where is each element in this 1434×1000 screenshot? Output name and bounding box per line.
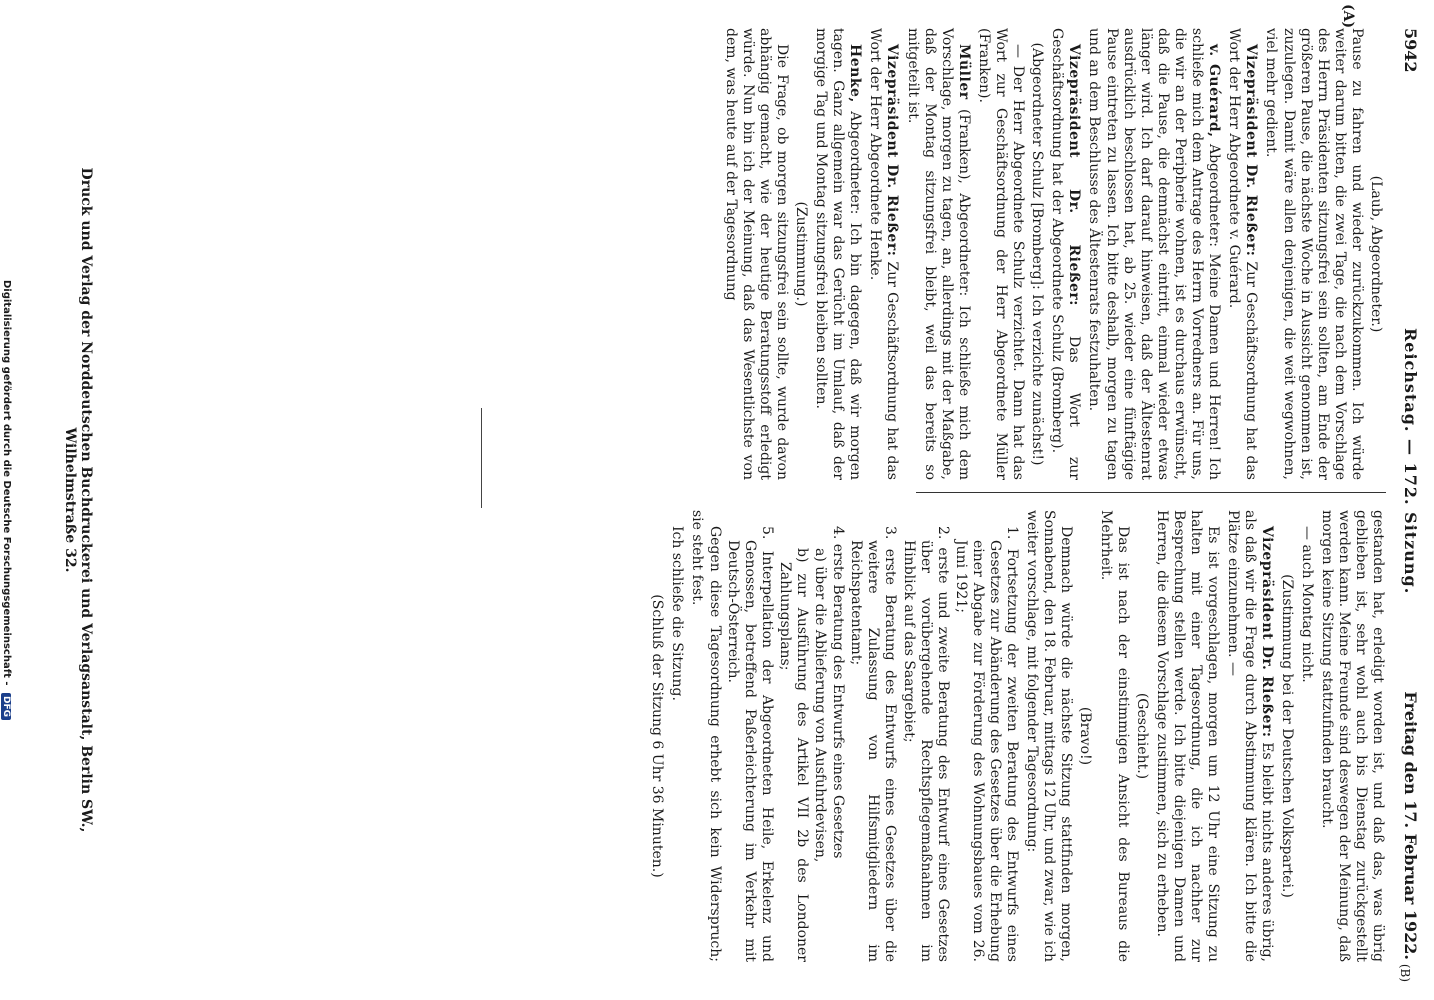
column-divider bbox=[916, 492, 1386, 493]
paragraph bbox=[866, 28, 900, 480]
paragraph-text: Es bleibt nichts anderes übrig, als daß wir die Frage durch Abstimmung klären. Ich bitte die Plätze einzunehmen. — bbox=[1225, 510, 1276, 962]
paragraph-text: (Geschieht.) bbox=[1133, 692, 1150, 780]
page-header bbox=[1396, 28, 1420, 982]
paragraph bbox=[1085, 28, 1222, 480]
paragraph bbox=[688, 510, 722, 962]
agenda-item bbox=[829, 510, 846, 962]
interjection bbox=[1133, 510, 1150, 962]
printer-imprint: Druck und Verlag der Norddeutschen Buchdruckerei und Verlagsanstalt, Berlin SW., Wilhelmstraße 32. bbox=[62, 167, 94, 833]
paragraph bbox=[975, 28, 1026, 480]
paragraph bbox=[668, 510, 685, 962]
paragraph-text: Demnach würde die nächste Sitzung stattfinden morgen, Sonnabend, den 18. Februar, mittags 12 Uhr, und zwar, wie ich weiter vorschlage, mit folgender Tagesordnung: bbox=[1024, 510, 1075, 962]
paragraph-text: (Zustimmung.) bbox=[793, 201, 809, 307]
paragraph-text: (Franken), Abgeordneter: Ich schließe mich dem Vorschlage, morgen zu tagen, an, allerdings mit der Maßgabe, daß der Montag sitzungsfrei bleibt, weil das bereits so mitgeteilt ist. bbox=[904, 28, 972, 480]
interjection bbox=[648, 510, 665, 962]
paragraph bbox=[1298, 510, 1315, 962]
paragraph-text: Ich schließe die Sitzung. bbox=[669, 526, 686, 701]
paragraph bbox=[1318, 510, 1386, 962]
paragraph-text: (Abgeordneter Schulz [Bromberg]: Ich verzichte zunächst!) bbox=[1029, 42, 1046, 466]
paragraph-text: 3. erste Beratung des Entwurfs eines Gesetzes über die weitere Zulassung von Hilfsmitgliedern im Reichspatentamt; bbox=[848, 526, 899, 962]
agenda-subitem bbox=[776, 510, 810, 962]
paragraph-text: — auch Montag nicht. bbox=[1298, 526, 1315, 683]
paragraph bbox=[1097, 510, 1131, 962]
paragraph-text: gestanden hat, erledigt worden ist, und daß das, was übrig geblieben ist, sehr wohl auch bis Dienstag zurückgestellt werden kann. Meine Freunde sind deswegen der Meinung, daß morgen keine Sitzung stattzufinden braucht. bbox=[1318, 510, 1386, 962]
paragraph-text: (Bravo!) bbox=[1077, 706, 1094, 766]
agenda-subitem bbox=[811, 510, 828, 962]
paragraph bbox=[722, 28, 790, 480]
paragraph-text: 2. erste und zweite Beratung des Entwurf eines Gesetzes über vorübergehende Rechtspflegemaßnahmen im Hinblick auf das Saargebiet; bbox=[900, 526, 951, 962]
paragraph-text: Gegen diese Tagesordnung erhebt sich kein Widerspruch; sie steht fest. bbox=[689, 510, 723, 962]
digitization-footer bbox=[1, 0, 12, 1000]
interjection bbox=[1367, 28, 1384, 480]
session-date: Freitag den 17. Februar 1922. bbox=[1401, 691, 1420, 960]
interjection bbox=[792, 28, 809, 480]
agenda-item bbox=[847, 510, 898, 962]
paragraph-text: 1. Fortsetzung der zweiten Beratung des Entwurfs eines Gesetzes zur Abänderung des Gesetzes über die Erhebung einer Abgabe zur Förderung des Wohnungsbaues vom 26. Juni 1921; bbox=[952, 526, 1021, 962]
session-title: Reichstag. — 172. Sitzung. bbox=[1401, 328, 1420, 595]
paragraph-text: Abgeordneter: Meine Damen und Herren! Ich schließe mich dem Antrage des Herrn Vorredners an. Für uns, die wir an der Peripherie wohnen, ist es durchaus erwünscht, daß die Pause, die demnächst eintritt, einmal wieder etwas länger wird. Ich darf darauf hinweisen, daß der Ältestenrat ausdrücklich beschlossen hat, ab 25. wieder eine fünftägige Pause eintreten zu lassen. Ich bitte deshalb, morgen zu tagen und an dem Beschlusse des Ältestenrats festzuhalten. bbox=[1086, 28, 1223, 480]
speaker-name: Müller bbox=[955, 44, 972, 100]
speaker-name: Vizepräsident Dr. Rießer: bbox=[1243, 44, 1260, 257]
paragraph-text: (Schluß der Sitzung 6 Uhr 36 Minuten.) bbox=[649, 594, 666, 878]
paragraph bbox=[1048, 28, 1082, 480]
interjection bbox=[1076, 510, 1093, 962]
right-text-column bbox=[646, 510, 1386, 962]
speaker-name: Henke, bbox=[847, 44, 864, 103]
margin-mark-b: (B) bbox=[1398, 963, 1412, 982]
short-rule bbox=[481, 408, 482, 508]
paragraph-text: 4. erste Beratung des Entwurfs eines Gesetzes bbox=[830, 526, 847, 859]
paragraph-text: (Zustimmung bei der Deutschen Volkspartei.) bbox=[1278, 574, 1295, 898]
paragraph bbox=[812, 28, 863, 480]
paragraph-text: Das ist nach der einstimmigen Ansicht des Bureaus die Mehrheit. bbox=[1097, 510, 1131, 962]
speaker-name: v. Guérard, bbox=[1206, 44, 1223, 138]
margin-mark-a: (A) bbox=[1340, 4, 1356, 29]
paragraph bbox=[1224, 510, 1275, 962]
interjection bbox=[1277, 510, 1294, 962]
speaker-name: Vizepräsident Dr. Rießer: bbox=[1066, 44, 1083, 306]
paragraph-text: b) zur Ausführung des Artikel VII 2b des Londoner Zahlungsplans; bbox=[776, 548, 810, 962]
interjection bbox=[1028, 28, 1045, 480]
paragraph-text: Die Frage, ob morgen sitzungsfrei sein sollte, wurde davon abhängig gemacht, wie der heutige Beratungsstoff erledigt würde. Nun bin ich der Meinung, daß das Wesentlichste von dem, was heute auf der Tagesordnung bbox=[722, 28, 790, 480]
page-number: 5942 bbox=[1401, 28, 1420, 73]
paragraph-text: Zur Geschäftsordnung hat das Wort der Herr Abgeordnete Henke. bbox=[867, 28, 901, 480]
paragraph bbox=[1023, 510, 1074, 962]
speaker-name: Vizepräsident Dr. Rießer: bbox=[1259, 526, 1276, 738]
speaker-name: Vizepräsident Dr. Rießer: bbox=[884, 44, 901, 257]
dfg-logo: DFG bbox=[1, 693, 11, 720]
paragraph-text: Zur Geschäftsordnung hat das Wort der Herr Abgeordnete v. Guérard. bbox=[1226, 28, 1260, 480]
paragraph bbox=[903, 28, 971, 480]
paragraph-text: a) über die Ablieferung von Ausfuhrdevisen, bbox=[812, 548, 829, 863]
paragraph-text: Das Wort zur Geschäftsordnung hat der Abgeordnete Schulz (Bromberg). bbox=[1049, 28, 1083, 480]
paragraph bbox=[1262, 28, 1365, 480]
agenda-item bbox=[952, 510, 1020, 962]
left-text-column bbox=[719, 28, 1386, 480]
paragraph-text: Pause zu fahren und wieder zurückzukommen. Ich würde weiter darum bitten, die zwei Tage, die nach dem Vorschlage des Herrn Präsidenten sitzungsfrei sein sollten, am Ende der größeren Pause, die nächste Woche in Aussicht genommen ist, zuzulegen. Damit wäre allen denjenigen, die weit wegwohnen, viel mehr gedient. bbox=[1263, 28, 1365, 480]
paragraph-text: Abgeordneter: Ich bin dagegen, daß wir morgen tagen. Ganz allgemein war das Gerücht im Umlauf, daß der morgige Tag und Montag sitzungsfrei bleiben sollten. bbox=[813, 28, 864, 480]
paragraph-text: 5. Interpellation der Abgeordneten Heile, Erkelenz und Genossen, betreffend Paßerleichterung im Verkehr mit Deutsch-Österreich. bbox=[724, 526, 775, 962]
agenda-item bbox=[899, 510, 950, 962]
paragraph-text: — Der Herr Abgeordnete Schulz verzichtet. Dann hat das Wort zur Geschäftsordnung der Herr Abgeordnete Müller (Franken). bbox=[975, 28, 1027, 480]
paragraph bbox=[1153, 510, 1221, 962]
paragraph bbox=[1225, 28, 1259, 480]
paragraph-text: (Laub, Abgeordneter.) bbox=[1368, 175, 1384, 333]
agenda-item bbox=[724, 510, 775, 962]
footer-text: Digitalisierung gefördert durch die Deutsche Forschungsgemeinschaft - bbox=[1, 279, 12, 686]
paragraph-text: Es ist vorgeschlagen, morgen um 12 Uhr eine Sitzung zu halten mit einer Tagesordnung, die ich nachher zur Besprechung stellen werde. Ich bitte diejenigen Damen und Herren, die diesem Vorschlage zustimmen, sich zu erheben. bbox=[1153, 510, 1222, 962]
